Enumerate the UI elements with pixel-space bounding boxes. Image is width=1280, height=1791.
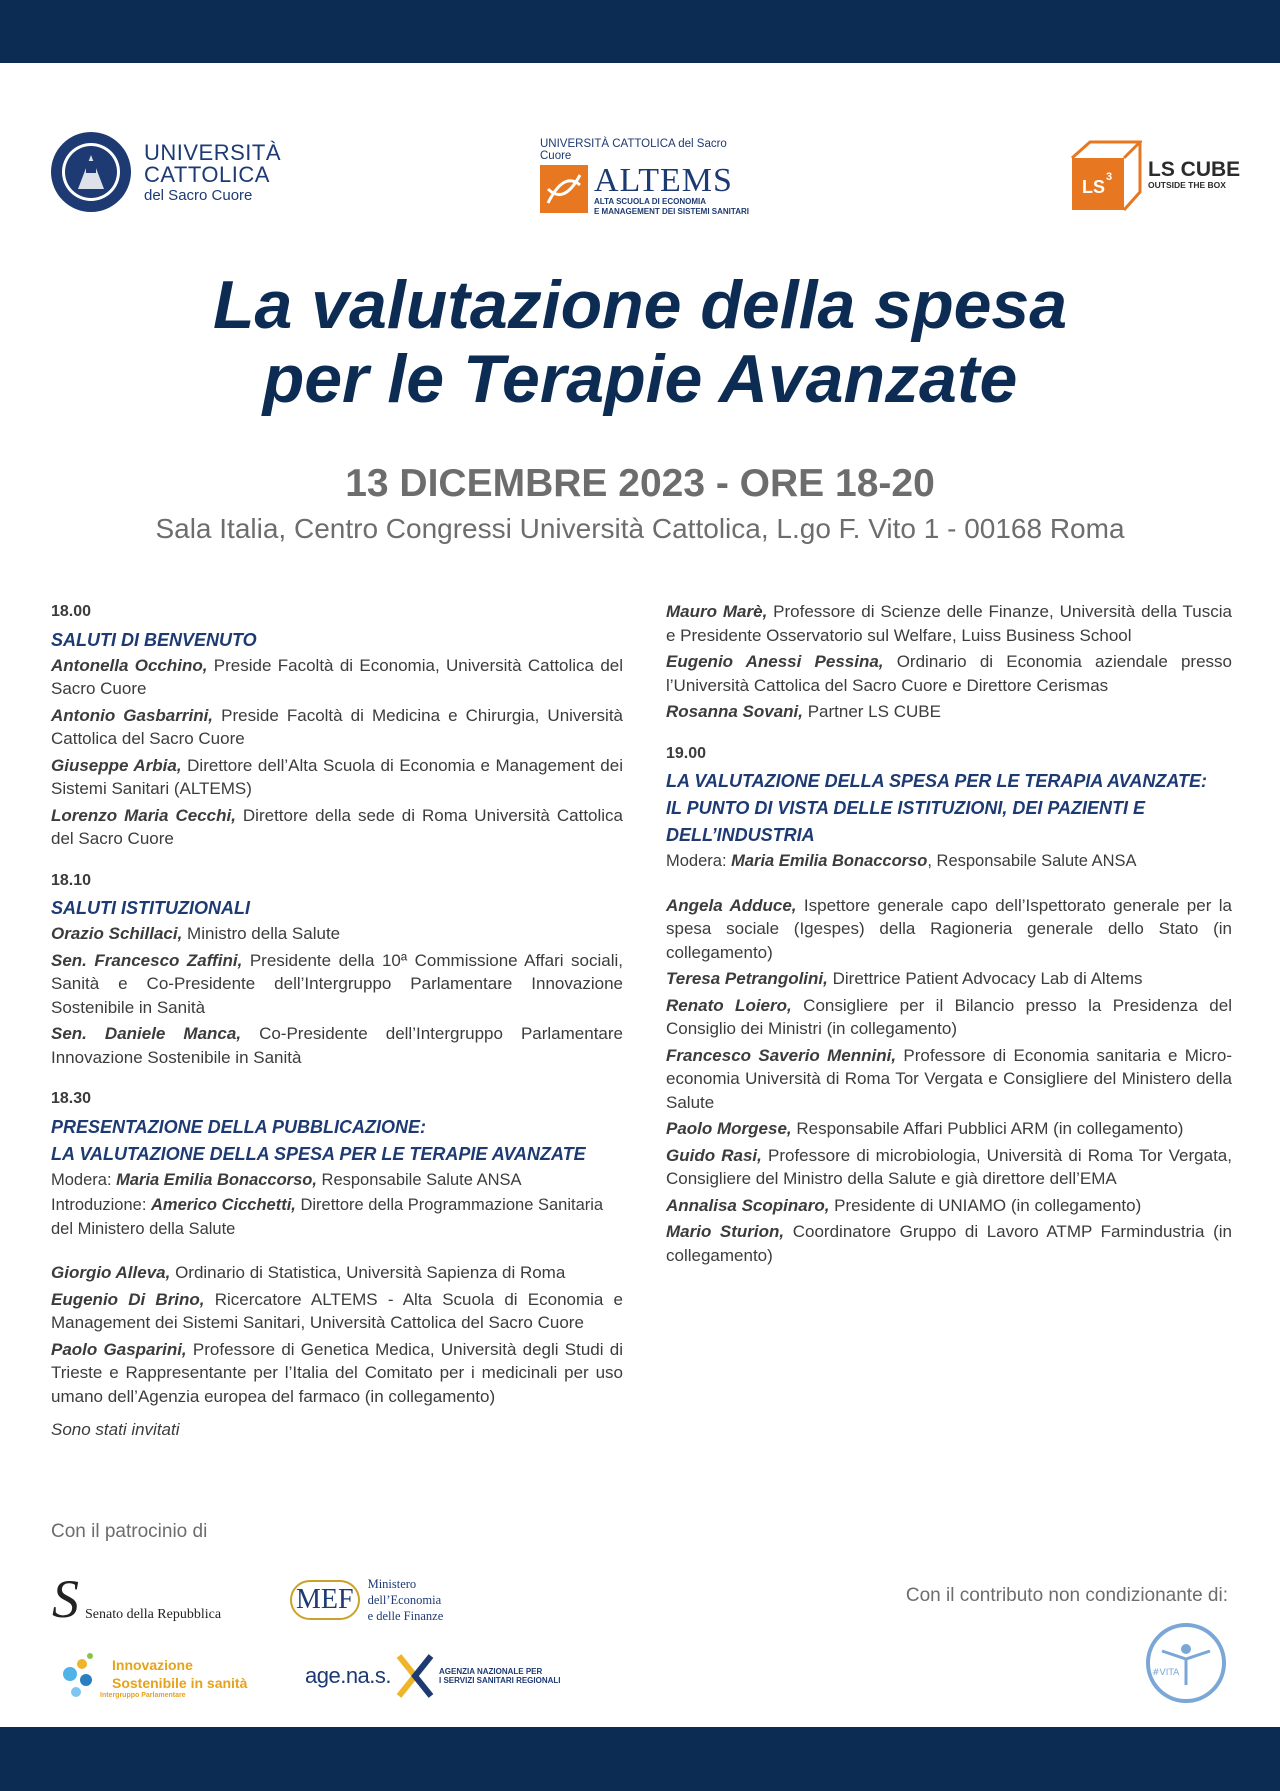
agenas-line1: AGENZIA NAZIONALE PER	[439, 1667, 543, 1676]
vita-label: #VITA	[1152, 1668, 1180, 1678]
speaker-name: Rosanna Sovani,	[666, 702, 803, 721]
title-line2: per le Terapie Avanzate	[262, 341, 1018, 417]
section-presentation	[51, 1087, 623, 1442]
speaker-entry	[51, 1022, 623, 1069]
innovazione-logo	[60, 1652, 247, 1702]
mef-line2: dell’Economia	[367, 1593, 442, 1607]
altems-name: ALTEMS	[594, 162, 733, 199]
section-heading: LA VALUTAZIONE DELLA SPESA PER LE TERAPIA AVANZATE:	[666, 771, 1208, 791]
speaker-role: Ordinario di Statistica, Università Sapienza di Roma	[170, 1263, 566, 1282]
speaker-name: Eugenio Di Brino,	[51, 1289, 205, 1309]
speaker-entry	[666, 894, 1232, 965]
speaker-name: Lorenzo Maria Cecchi,	[51, 805, 236, 825]
speaker-name: Paolo Gasparini,	[51, 1339, 187, 1359]
mef-logo	[290, 1576, 443, 1624]
altems-logo	[540, 138, 760, 217]
speaker-role: Preside Facoltà di Economia, Università Cattolica del Sacro Cuore	[51, 655, 624, 698]
speaker-name: Giorgio Alleva,	[51, 1263, 171, 1282]
speaker-entry	[666, 1144, 1232, 1191]
speaker-entry	[51, 704, 623, 751]
speaker-name: Mauro Marè,	[666, 602, 768, 621]
section-institutional	[51, 869, 623, 1070]
event-date: 13 DICEMBRE 2023 - ORE 18-20	[345, 462, 935, 505]
section-heading: LA VALUTAZIONE DELLA SPESA PER LE TERAPIE AVANZATE	[51, 1143, 586, 1164]
speaker-name: Guido Rasi,	[666, 1145, 762, 1165]
agenas-name: age.na.s.	[305, 1663, 392, 1688]
altems-mark-icon	[540, 165, 588, 213]
innovazione-line1: Innovazione	[112, 1656, 193, 1673]
speaker-entry	[666, 967, 1232, 991]
speaker-role: Professore di Economia sanitaria e Micro-economia Università di Roma Tor Vergata e Consigliere del Ministero della Salute	[666, 1045, 1232, 1112]
moderator-name: Maria Emilia Bonaccorso,	[116, 1170, 317, 1189]
section-heading: IL PUNTO DI VISTA DELLE ISTITUZIONI, DEI PAZIENTI E DELL’INDUSTRIA	[666, 798, 1146, 845]
colored-dots-icon	[60, 1652, 100, 1702]
speaker-role: Presidente della 10ª Commissione Affari sociali, Sanità e Co-Presidente dell’Intergruppo Parlamentare Innovazione Sostenibile in Sanità	[51, 950, 623, 1017]
speaker-role: Coordinatore Gruppo di Lavoro ATMP Farmindustria (in collegamento)	[666, 1222, 1232, 1265]
patronage-label: Con il patrocinio di	[51, 1521, 208, 1542]
altems-sub1: ALTA SCUOLA DI ECONOMIA	[594, 197, 706, 206]
speaker-role: Ministro della Salute	[182, 924, 341, 943]
speaker-name: Angela Adduce,	[666, 895, 797, 915]
section-welcome	[51, 600, 623, 851]
section-heading: PRESENTAZIONE DELLA PUBBLICAZIONE:	[51, 1116, 427, 1137]
section-time: 19.00	[666, 744, 707, 762]
agenas-mark-icon	[395, 1654, 435, 1698]
speaker-entry	[666, 650, 1232, 697]
speaker-role: Direttrice Patient Advocacy Lab di Altems	[827, 969, 1143, 988]
lscube-name: LS CUBE	[1148, 158, 1241, 181]
section-presentation-continued	[666, 600, 1232, 724]
contribution-label: Con il contributo non condizionante di:	[905, 1585, 1228, 1606]
moderator-label: Modera:	[666, 852, 732, 870]
ucsc-line3: del Sacro Cuore	[144, 186, 253, 204]
section-heading: SALUTI ISTITUZIONALI	[51, 898, 250, 918]
speaker-name: Mario Sturion,	[666, 1222, 785, 1241]
introduction-role: Direttore della Programmazione Sanitaria del Ministero della Salute	[51, 1196, 604, 1238]
moderator-name: Maria Emilia Bonaccorso	[731, 852, 928, 870]
speaker-entry	[51, 1338, 623, 1409]
senato-logo	[52, 1569, 222, 1629]
section-time: 18.10	[51, 871, 92, 889]
svg-text:LS: LS	[1082, 177, 1106, 197]
mef-mark: MEF	[290, 1580, 360, 1620]
speaker-name: Eugenio Anessi Pessina,	[666, 652, 884, 671]
altems-sub2: E MANAGEMENT DEI SISTEMI SANITARI	[594, 207, 749, 216]
speaker-role: Partner LS CUBE	[802, 702, 941, 721]
section-time: 18.00	[51, 603, 92, 620]
innovazione-line3: Intergruppo Parlamentare	[100, 1691, 186, 1699]
speaker-role: Professore di Genetica Medica, Università degli Studi di Trieste e Rappresentante per l’Italia del Comitato per i medicinali per uso umano dell’Agenzia europea del farmaco (in collegamento)	[51, 1339, 624, 1406]
speaker-role: Responsabile Affari Pubblici ARM (in collegamento)	[791, 1119, 1184, 1138]
vita-logo-icon	[1142, 1615, 1230, 1711]
event-venue: Sala Italia, Centro Congressi Università Cattolica, L.go F. Vito 1 - 00168 Roma	[155, 513, 1125, 544]
speaker-entry	[666, 600, 1232, 647]
speaker-name: Giuseppe Arbia,	[51, 755, 182, 775]
lscube-mark-icon	[1070, 138, 1142, 212]
lscube-logo	[1070, 138, 1240, 212]
ucsc-line1: UNIVERSITÀ	[144, 139, 282, 165]
ucsc-logo	[50, 131, 281, 213]
section-time: 18.30	[51, 1090, 92, 1107]
introduction-name: Americo Cicchetti,	[150, 1196, 296, 1214]
title-line1: La valutazione della spesa	[212, 267, 1068, 343]
program-right-column	[666, 600, 1232, 1285]
speaker-entry	[666, 1117, 1232, 1141]
speaker-role: Ispettore generale capo dell’Ispettorato generale per la spesa sociale (Igespes) della Ragioneria generale dello Stato (in collegamento)	[666, 895, 1232, 962]
speaker-name: Antonella Occhino,	[51, 655, 208, 675]
speaker-entry	[51, 804, 623, 851]
program-left-column	[51, 600, 623, 1460]
mef-line1: Ministero	[367, 1577, 417, 1591]
speaker-entry	[666, 994, 1232, 1041]
senato-mark-icon: S	[52, 1569, 79, 1629]
ucsc-seal-icon	[50, 131, 132, 213]
speaker-role: Direttore dell’Alta Scuola di Economia e Management dei Sistemi Sanitari (ALTEMS)	[51, 755, 623, 798]
section-roundtable	[666, 742, 1232, 1268]
speaker-name: Paolo Morgese,	[666, 1119, 792, 1138]
ucsc-line2: CATTOLICA	[144, 161, 270, 187]
speaker-name: Francesco Saverio Mennini,	[666, 1045, 897, 1065]
event-title	[0, 268, 1280, 416]
speaker-role: Ordinario di Economia aziendale presso l’Università Cattolica del Sacro Cuore e Direttore Cerismas	[666, 652, 1232, 695]
speaker-entry	[666, 1044, 1232, 1115]
lscube-tagline: OUTSIDE THE BOX	[1148, 180, 1226, 190]
mef-line3: e delle Finanze	[367, 1609, 444, 1623]
speaker-role: Professore di microbiologia, Università di Roma Tor Vergata, Consigliere del Ministro della Salute e già direttore dell’EMA	[666, 1145, 1232, 1188]
speaker-role: Presidente di UNIAMO (in collegamento)	[829, 1195, 1142, 1215]
introduction-label: Introduzione:	[51, 1196, 151, 1214]
speaker-role: Preside Facoltà di Medicina e Chirurgia, Università Cattolica del Sacro Cuore	[51, 705, 623, 748]
altems-top: UNIVERSITÀ CATTOLICA del Sacro Cuore	[540, 138, 727, 162]
moderator-line	[51, 1169, 623, 1193]
speaker-entry	[51, 654, 623, 701]
speaker-name: Renato Loiero,	[666, 995, 792, 1015]
speaker-role: Ricercatore ALTEMS - Alta Scuola di Economia e Management dei Sistemi Sanitari, Università Cattolica del Sacro Cuore	[51, 1289, 624, 1332]
invited-note: Sono stati invitati	[51, 1420, 180, 1439]
speaker-name: Sen. Daniele Manca,	[51, 1024, 242, 1043]
speaker-name: Orazio Schillaci,	[51, 924, 183, 943]
speaker-entry	[51, 922, 623, 946]
moderator-role: , Responsabile Salute ANSA	[927, 852, 1137, 870]
svg-text:3: 3	[1106, 171, 1113, 183]
speaker-role: Professore di Scienze delle Finanze, Università della Tuscia e Presidente Osservatorio sul Welfare, Luiss Business School	[666, 602, 1232, 645]
innovazione-line2: Sostenibile in sanità	[112, 1674, 248, 1691]
speaker-entry	[51, 754, 623, 801]
speaker-entry	[666, 1194, 1232, 1218]
agenas-logo	[305, 1654, 561, 1698]
speaker-name: Sen. Francesco Zaffini,	[51, 950, 243, 970]
speaker-entry	[666, 1220, 1232, 1267]
top-band	[0, 0, 1280, 63]
speaker-role: Direttore della sede di Roma Università Cattolica del Sacro Cuore	[51, 805, 624, 848]
speaker-name: Teresa Petrangolini,	[666, 969, 828, 988]
moderator-label: Modera:	[51, 1170, 117, 1189]
agenas-line2: I SERVIZI SANITARI REGIONALI	[439, 1676, 561, 1685]
introduction-line	[51, 1194, 623, 1241]
moderator-role: Responsabile Salute ANSA	[316, 1170, 522, 1189]
speaker-role: Consigliere per il Bilancio presso la Presidenza del Consiglio dei Ministri (in collegamento)	[666, 995, 1232, 1038]
speaker-entry	[51, 949, 623, 1020]
speaker-name: Annalisa Scopinaro,	[666, 1195, 830, 1215]
bottom-band	[0, 1727, 1280, 1791]
senato-name: Senato della Repubblica	[85, 1607, 222, 1622]
speaker-role: Co-Presidente dell’Intergruppo Parlamentare Innovazione Sostenibile in Sanità	[51, 1024, 624, 1067]
speaker-entry	[51, 1288, 623, 1335]
speaker-name: Antonio Gasbarrini,	[51, 705, 214, 725]
section-heading: SALUTI DI BENVENUTO	[51, 629, 257, 650]
speaker-entry	[51, 1261, 623, 1285]
moderator-line	[666, 850, 1232, 874]
speaker-entry	[666, 700, 1232, 724]
